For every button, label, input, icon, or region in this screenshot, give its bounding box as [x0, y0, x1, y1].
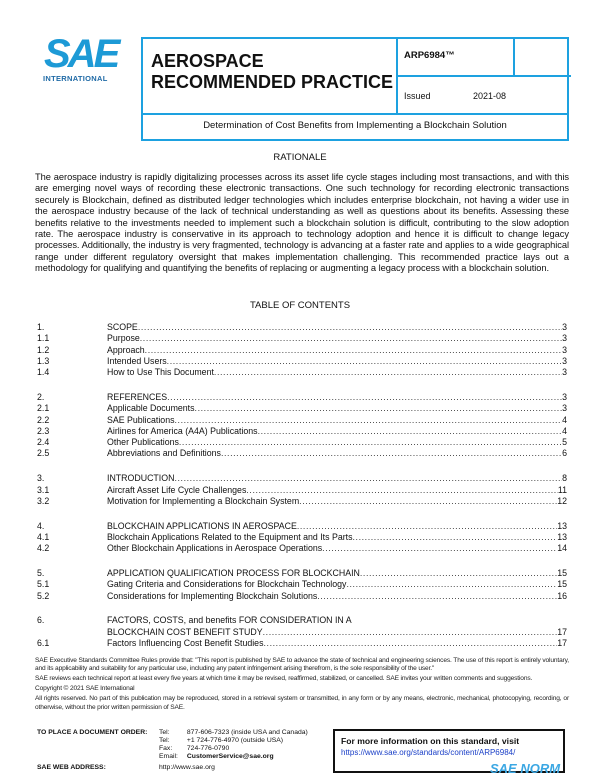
toc-page: 15 — [557, 568, 567, 579]
document-number: ARP6984™ — [404, 50, 455, 61]
toc-page: 5 — [562, 437, 567, 448]
toc-title: REFERENCES — [107, 391, 168, 402]
toc-page: 14 — [557, 543, 567, 554]
toc-entry[interactable] — [37, 345, 567, 356]
toc-number: 2.4 — [37, 437, 50, 448]
document-type — [151, 51, 393, 93]
toc-title: Factors Influencing Cost Benefit Studies — [107, 638, 264, 649]
toc-page: 11 — [557, 484, 567, 495]
toc-number: 5.1 — [37, 579, 50, 590]
toc-section — [37, 473, 567, 507]
toc-leader — [195, 403, 563, 414]
toc-title: Approach — [107, 344, 145, 355]
toc-entry[interactable] — [37, 521, 567, 532]
toc-entry[interactable] — [37, 485, 567, 496]
toc-page: 3 — [562, 322, 567, 332]
toc-leader — [174, 415, 562, 426]
toc-leader — [145, 345, 562, 356]
toc-leader — [221, 448, 562, 459]
email-link[interactable]: CustomerService@sae.org — [186, 753, 274, 760]
toc-entry[interactable] — [37, 615, 567, 626]
toc-leader — [360, 568, 557, 579]
toc-entry[interactable] — [37, 568, 567, 579]
toc-page: 3 — [562, 403, 567, 414]
toc-page: 8 — [562, 473, 567, 484]
fax-label: Fax: — [159, 745, 173, 752]
toc-number: 3.2 — [37, 495, 50, 506]
tel-domestic[interactable]: 877-606-7323 (inside USA and Canada) — [186, 729, 308, 736]
tel-international[interactable]: +1 724-776-4970 (outside USA) — [186, 737, 284, 744]
toc-number: 4.1 — [37, 531, 50, 542]
legal-p4: All rights reserved. No part of this publication may be reproduced, stored in a retrieval system or transmitted, in any form or by any means, electronic, mechanical, photocopying, recording, or otherwise, without the prior written permission of SAE. — [35, 695, 569, 711]
toc-section — [37, 322, 567, 378]
toc-entry[interactable] — [37, 496, 567, 507]
toc-page: 17 — [557, 638, 567, 649]
tel-label: Tel: — [159, 737, 170, 744]
toc-number — [37, 627, 107, 638]
toc-title: BLOCKCHAIN APPLICATIONS IN AEROSPACE — [107, 520, 297, 531]
rationale-body: The aerospace industry is rapidly digitalizing processes across its asset life cycle stages including most transactions, and with this are emerging novel ways of recording these electronic transactions. One such technology for recording electronic transactions securely is Blockchain, defined as distributed ledger technologies which includes enterprise blockchain, not having a wider use in the aerospace industry because of the lack of technical understanding as well as questions about its benefits. Assessing these benefits relative to the investments needed to implement such a blockchain solution is difficult, contributing to the slow adoption rate. The aerospace industry is conservative in its approach to technology adoption and hence it is difficult to change legacy processes. Additionally, the industry is very fragmented, technology is advancing at a faster rate and applies to a wide geographical range under different regulatory oversight that makes implementation challenging. This recommended practice lays out a methodology for qualifying and quantifying the benefits of replacing or augmenting a legacy process with a blockchain solution. — [35, 172, 569, 274]
toc-section — [37, 392, 567, 460]
toc-leader — [179, 437, 562, 448]
toc-entry[interactable] — [37, 473, 567, 484]
toc-title: Intended Users — [107, 355, 167, 366]
toc-title: Other Blockchain Applications in Aerospace Operations — [107, 543, 323, 554]
toc-title: APPLICATION QUALIFICATION PROCESS FOR BLOCKCHAIN — [107, 568, 360, 579]
toc-leader — [322, 543, 557, 554]
toc-title: BLOCKCHAIN COST BENEFIT STUDY — [107, 626, 263, 637]
toc-title: Applicable Documents — [107, 403, 195, 414]
toc-title: Purpose — [107, 333, 140, 344]
toc-entry[interactable] — [37, 543, 567, 554]
web-label: SAE WEB ADDRESS: — [37, 764, 106, 771]
toc-number: 5. — [37, 568, 45, 579]
standard-link[interactable]: https://www.sae.org/standards/content/ARP6984/ — [341, 748, 516, 757]
logo-mark: SAE — [44, 32, 118, 76]
toc-number: 5.2 — [37, 590, 50, 601]
toc-number: 1.2 — [37, 344, 50, 355]
toc-number: 1.4 — [37, 367, 50, 378]
toc-title: Aircraft Asset Life Cycle Challenges — [107, 484, 247, 495]
toc-leader — [167, 392, 562, 403]
legal-p1: SAE Executive Standards Committee Rules provide that: "This report is published by SAE to advance the state of technical and engineering sciences. The use of this report is entirely voluntary, and its applicability and suitability for any particular use, including any patent infringement arising therefrom, is the sole responsibility of the user." — [35, 657, 569, 673]
toc-leader — [140, 333, 562, 344]
toc-entry[interactable] — [37, 333, 567, 344]
toc-leader — [346, 579, 557, 590]
toc-section — [37, 521, 567, 555]
toc-entry[interactable] — [37, 415, 567, 426]
toc-page: 4 — [562, 425, 567, 436]
divider — [143, 113, 567, 115]
toc-number: 1. — [37, 322, 45, 332]
toc-page: 15 — [557, 579, 567, 590]
toc-number: 2. — [37, 391, 45, 402]
toc-number: 2.1 — [37, 403, 50, 414]
toc-entry[interactable] — [37, 579, 567, 590]
fax-number: 724-776-0790 — [186, 745, 230, 752]
toc-leader — [297, 521, 557, 532]
watermark: SAE NORM — [490, 761, 561, 776]
toc-title: INTRODUCTION — [107, 473, 175, 484]
toc-page: 12 — [557, 495, 567, 506]
order-contacts — [159, 729, 308, 761]
divider — [396, 75, 571, 77]
toc-title: Other Publications — [107, 437, 179, 448]
toc-leader — [263, 627, 558, 638]
toc-page: 3 — [562, 333, 567, 344]
toc-page: 3 — [562, 355, 567, 366]
toc-entry[interactable] — [37, 591, 567, 602]
toc-page: 4 — [562, 414, 567, 425]
toc-heading: TABLE OF CONTENTS — [249, 300, 351, 311]
toc-section — [37, 615, 567, 649]
toc-title: Motivation for Implementing a Blockchain System — [107, 495, 300, 506]
toc-page: 6 — [562, 448, 567, 459]
toc-number: 2.5 — [37, 448, 50, 459]
toc-leader — [299, 496, 557, 507]
toc-number: 2.2 — [37, 414, 50, 425]
sae-logo — [40, 32, 122, 84]
toc-entry[interactable] — [37, 356, 567, 367]
toc-title: Abbreviations and Definitions — [107, 448, 221, 459]
toc-entry[interactable] — [37, 448, 567, 459]
rationale-heading: RATIONALE — [273, 152, 327, 163]
toc-number: 1.3 — [37, 355, 50, 366]
toc-page: 16 — [557, 590, 567, 601]
logo-subtitle: INTERNATIONAL — [43, 74, 108, 83]
issued-label: Issued — [404, 91, 431, 101]
toc-entry[interactable] — [37, 392, 567, 403]
toc-number: 3.1 — [37, 484, 50, 495]
toc-entry[interactable] — [37, 403, 567, 414]
toc-title: Considerations for Implementing Blockchain Solutions — [107, 590, 318, 601]
legal-notice — [35, 657, 569, 713]
tel-label: Tel: — [159, 729, 170, 736]
toc-leader — [174, 473, 562, 484]
toc-number: 4. — [37, 520, 45, 531]
toc-title: SAE Publications — [107, 414, 175, 425]
toc-title: Airlines for America (A4A) Publications — [107, 425, 258, 436]
toc-leader — [352, 532, 557, 543]
divider — [513, 39, 515, 76]
toc-number: 1.1 — [37, 333, 50, 344]
toc-leader — [258, 426, 563, 437]
title-line-2: RECOMMENDED PRACTICE — [151, 72, 394, 92]
toc-leader — [214, 367, 562, 378]
document-header-box — [141, 37, 569, 141]
toc-leader — [167, 356, 562, 367]
toc-number: 4.2 — [37, 543, 50, 554]
toc-entry[interactable] — [37, 426, 567, 437]
toc-entry[interactable] — [37, 532, 567, 543]
table-of-contents — [37, 322, 567, 663]
toc-number: 6. — [37, 615, 45, 626]
toc-title: FACTORS, COSTS, and benefits FOR CONSIDERATION IN A — [107, 615, 352, 626]
toc-page: 3 — [562, 344, 567, 355]
toc-number: 3. — [37, 473, 45, 484]
issued-date: 2021-08 — [473, 91, 507, 101]
copyright: Copyright © 2021 SAE International — [35, 685, 135, 693]
toc-leader — [263, 638, 557, 649]
toc-leader — [138, 322, 562, 333]
toc-entry[interactable] — [37, 367, 567, 378]
legal-p2: SAE reviews each technical report at least every five years at which time it may be revised, reaffirmed, stabilized, or cancelled. SAE invites your written comments and suggestions. — [35, 675, 533, 683]
toc-title: Blockchain Applications Related to the Equipment and Its Parts — [107, 531, 353, 542]
toc-title: SCOPE — [107, 322, 138, 332]
toc-leader — [317, 591, 557, 602]
info-text: For more information on this standard, visit — [341, 736, 520, 746]
order-label: TO PLACE A DOCUMENT ORDER: — [37, 729, 148, 736]
email-label: Email: — [159, 753, 178, 760]
toc-entry[interactable] — [37, 627, 567, 638]
toc-page: 17 — [557, 626, 567, 637]
toc-page: 13 — [557, 520, 567, 531]
toc-number: 6.1 — [37, 638, 50, 649]
toc-leader — [246, 485, 558, 496]
toc-number: 2.3 — [37, 425, 50, 436]
toc-section — [37, 568, 567, 602]
toc-title: How to Use This Document — [107, 367, 214, 378]
toc-page: 3 — [562, 391, 567, 402]
toc-entry[interactable] — [37, 638, 567, 649]
toc-page: 13 — [557, 531, 567, 542]
toc-entry[interactable] — [37, 437, 567, 448]
document-subtitle: Determination of Cost Benefits from Implementing a Blockchain Solution — [203, 120, 507, 131]
web-link[interactable]: http://www.sae.org — [159, 764, 215, 771]
title-line-1: AEROSPACE — [151, 51, 264, 71]
toc-page: 3 — [562, 367, 567, 378]
toc-title: Gating Criteria and Considerations for Blockchain Technology — [107, 579, 347, 590]
toc-entry[interactable] — [37, 322, 567, 333]
